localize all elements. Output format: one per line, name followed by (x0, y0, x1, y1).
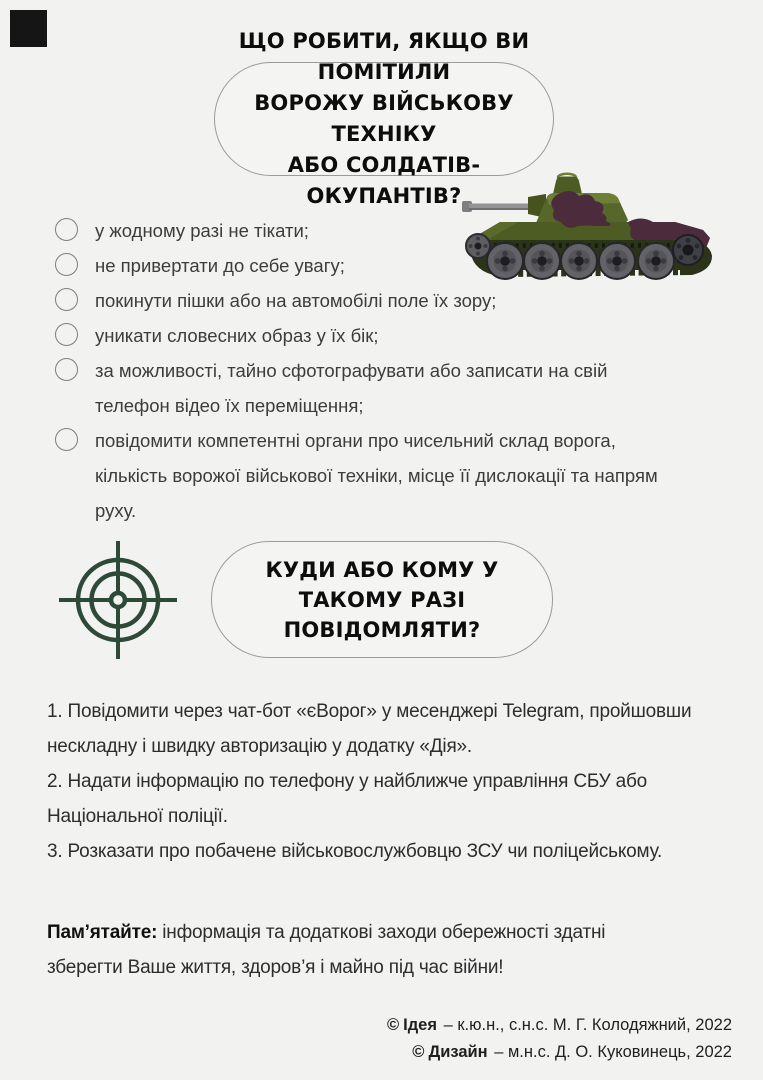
report-item: 3. Розказати про побачене військовослужбовцю ЗСУ чи поліцейському. (47, 841, 663, 862)
circle-bullet-icon (55, 428, 78, 451)
corner-black-square (10, 10, 47, 47)
advice-text: покинути пішки або на автомобілі поле їх зору; (95, 290, 497, 311)
credit-text: – м.н.с. Д. О. Куковинець, 2022 (494, 1042, 732, 1061)
title-line: ВОРОЖУ ВІЙСЬКОВУ ТЕХНІКУ (254, 91, 514, 146)
report-bubble-line: КУДИ АБО КОМУ У ТАКОМУ РАЗІ (265, 557, 499, 612)
list-item (55, 283, 675, 318)
list-item (55, 423, 675, 528)
credit-label: Ідея (403, 1016, 437, 1034)
credit-line (387, 1012, 732, 1039)
advice-text: повідомити компетентні органи про чисельний склад ворога, кількість ворожої військової техніки, місце її дислокації та напрям руху. (95, 430, 658, 521)
reminder-lead: Пам’ятайте: (47, 922, 158, 943)
advice-list (55, 213, 675, 528)
report-item: 1. Повідомити через чат-бот «єВорог» у месенджері Telegram, пройшовши нескладну і швидку авторизацію у додатку «Дія». (47, 701, 692, 757)
title-line: ЩО РОБИТИ, ЯКЩО ВИ ПОМІТИЛИ (238, 29, 530, 84)
list-item (55, 318, 675, 353)
circle-bullet-icon (55, 218, 78, 241)
credit-label: Дизайн (428, 1042, 488, 1061)
circle-bullet-icon (55, 288, 78, 311)
sniper-scope-icon (58, 540, 178, 660)
report-list (47, 694, 707, 869)
credits (387, 1012, 732, 1065)
circle-bullet-icon (55, 253, 78, 276)
advice-text: не привертати до себе увагу; (95, 255, 345, 276)
advice-text: у жодному разі не тікати; (95, 220, 309, 241)
title-line: АБО СОЛДАТІВ-ОКУПАНТІВ? (287, 153, 481, 208)
report-bubble-line: ПОВІДОМЛЯТИ? (283, 617, 481, 642)
reminder-paragraph (47, 915, 651, 985)
credit-line (387, 1039, 732, 1066)
advice-text: уникати словесних образ у їх бік; (95, 325, 379, 346)
reminder-text: інформація та додаткові заходи обережності здатні зберегти Ваше життя, здоров’я і майно під час війни! (47, 922, 606, 978)
list-item (55, 353, 675, 423)
report-bubble (211, 541, 553, 658)
copyright-icon: © (386, 1016, 400, 1034)
list-item (55, 248, 675, 283)
copyright-icon: © (412, 1042, 425, 1061)
title-bubble (214, 29, 554, 208)
circle-bullet-icon (55, 358, 78, 381)
credit-text: – к.ю.н., с.н.с. М. Г. Колодяжний, 2022 (443, 1016, 732, 1034)
list-item (55, 213, 675, 248)
advice-text: за можливості, тайно сфотографувати або записати на свій телефон відео їх переміщення; (95, 360, 608, 416)
circle-bullet-icon (55, 323, 78, 346)
report-item: 2. Надати інформацію по телефону у найближче управління СБУ або Національної поліції. (47, 771, 648, 827)
